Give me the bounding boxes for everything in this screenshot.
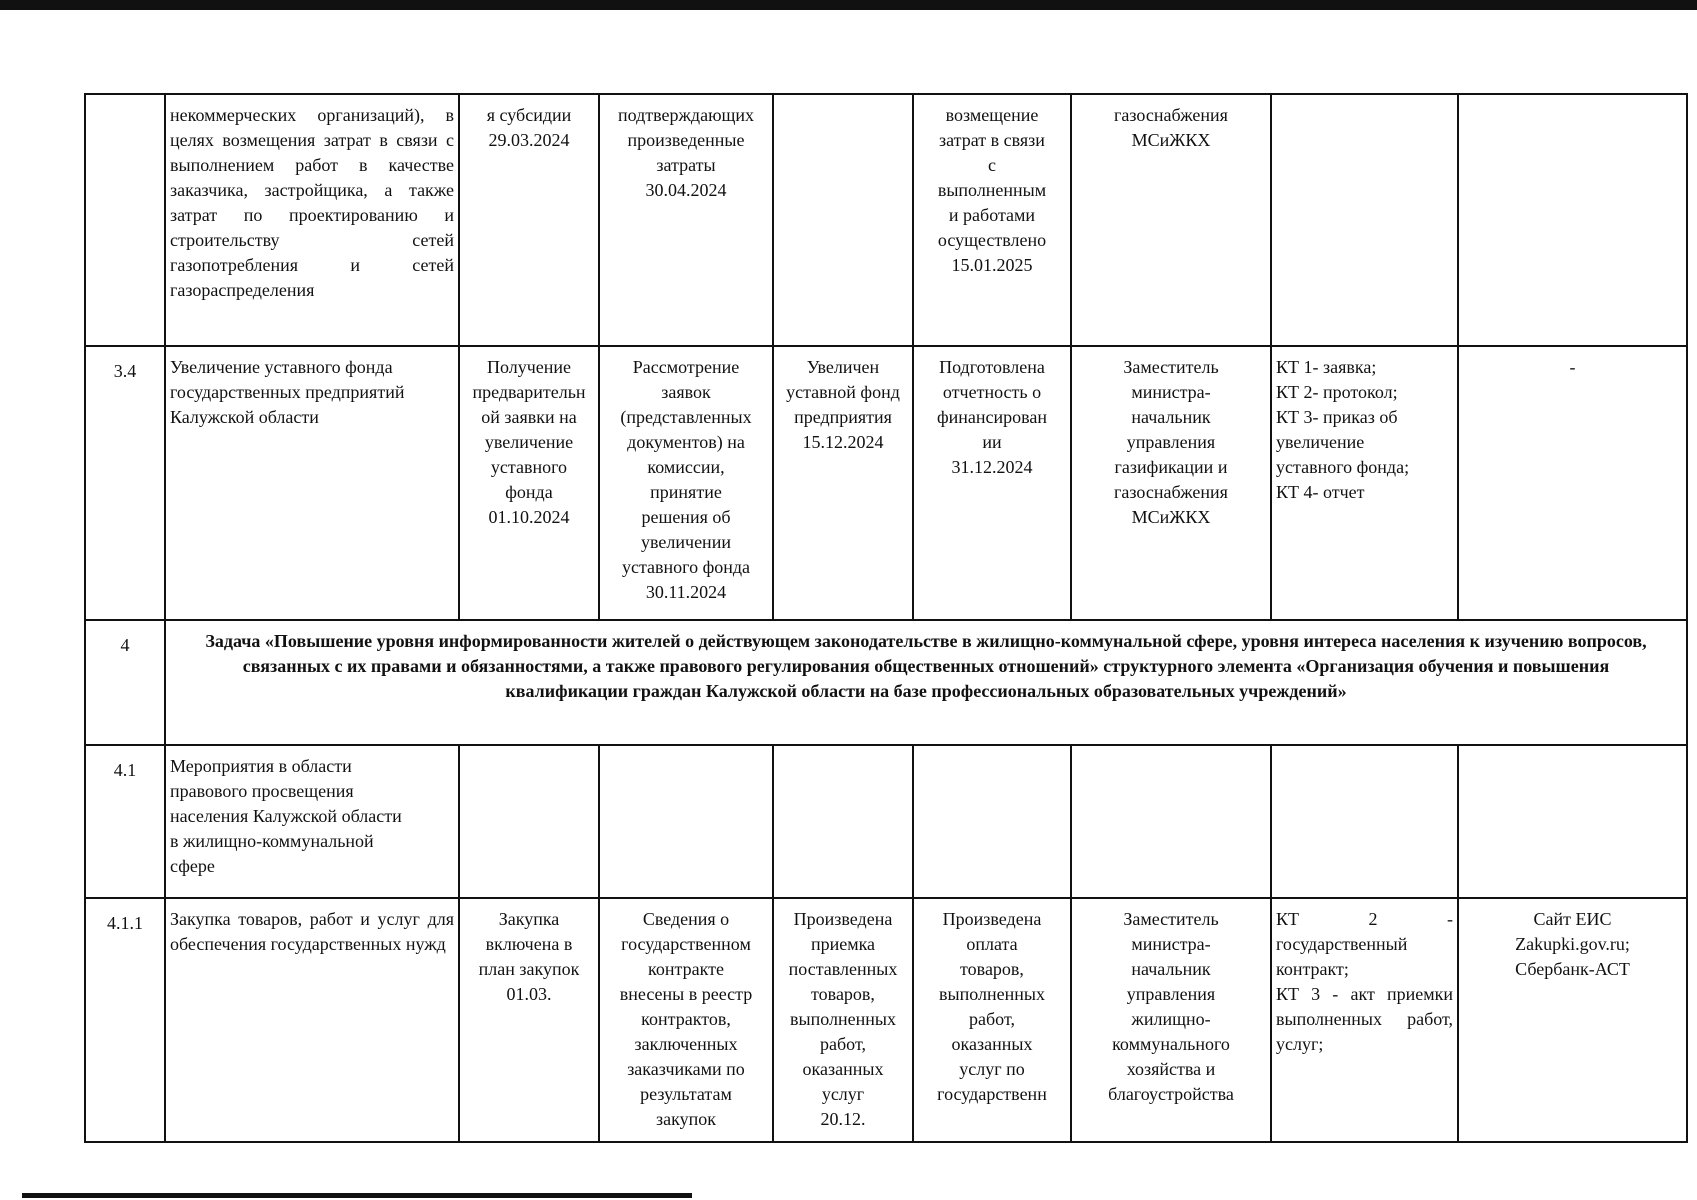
plan-table: [84, 93, 1688, 1143]
top-border-line: [0, 0, 1697, 10]
information-system: [1458, 94, 1687, 346]
control-point-3: Увеличен уставной фонд предприятия 15.12.2024: [773, 346, 913, 620]
control-point-1: Получение предварительн ой заявки на увеличение уставного фонда 01.10.2024: [459, 346, 599, 620]
row-number: 3.4: [85, 346, 165, 620]
bottom-border-line: [22, 1193, 692, 1198]
empty-cell: [913, 745, 1071, 898]
row-number: 4: [85, 620, 165, 745]
control-point-1: Закупка включена в план закупок 01.03.: [459, 898, 599, 1142]
control-point-4: возмещение затрат в связи с выполненным и работами осуществлено 15.01.2025: [913, 94, 1071, 346]
responsible-person: Заместитель министра- начальник управления газификации и газоснабжения МСиЖКХ: [1071, 346, 1271, 620]
control-point-4: Произведена оплата товаров, выполненных работ, оказанных услуг по государственн: [913, 898, 1071, 1142]
table-row: [85, 620, 1687, 745]
control-point-2: Сведения о государственном контракте внесены в реестр контрактов, заключенных заказчиками по результатам закупок: [599, 898, 773, 1142]
row-number: 4.1: [85, 745, 165, 898]
row-number: [85, 94, 165, 346]
confirming-documents: [1271, 94, 1458, 346]
table-row: [85, 346, 1687, 620]
empty-cell: [459, 745, 599, 898]
task-heading: Задача «Повышение уровня информированности жителей о действующем законодательстве в жилищно-коммунальной сфере, уровня интереса населения к изучению вопросов, связанных с их правами и обязанностями, а также правового регулирования общественных отношений» структурного элемента «Организация обучения и повышения квалификации граждан Калужской области на базе профессиональных образовательных учреждений»: [165, 620, 1687, 745]
information-system: Сайт ЕИС Zakupki.gov.ru; Сбербанк-АСТ: [1458, 898, 1687, 1142]
measure-name: Закупка товаров, работ и услуг для обеспечения государственных нужд: [165, 898, 459, 1142]
empty-cell: [773, 745, 913, 898]
empty-cell: [1071, 745, 1271, 898]
control-point-4: Подготовлена отчетность о финансирован ии 31.12.2024: [913, 346, 1071, 620]
measure-name: некоммерческих организаций), в целях возмещения затрат в связи с выполнением работ в качестве заказчика, застройщика, а также затрат по проектированию и строительству сетей газопотребления и сетей газораспределения: [165, 94, 459, 346]
control-point-2: подтверждающих произведенные затраты 30.04.2024: [599, 94, 773, 346]
table-row: [85, 745, 1687, 898]
table-row: [85, 94, 1687, 346]
information-system: -: [1458, 346, 1687, 620]
empty-cell: [599, 745, 773, 898]
responsible-person: газоснабжения МСиЖКХ: [1071, 94, 1271, 346]
measure-name: Мероприятия в области правового просвещения населения Калужской области в жилищно-коммунальной сфере: [165, 745, 459, 898]
confirming-documents: КТ 2 - государственный контракт; КТ 3 - акт приемки выполненных работ, услуг;: [1271, 898, 1458, 1142]
control-point-3: Произведена приемка поставленных товаров, выполненных работ, оказанных услуг 20.12.: [773, 898, 913, 1142]
control-point-3: [773, 94, 913, 346]
measure-name: Увеличение уставного фонда государственных предприятий Калужской области: [165, 346, 459, 620]
table-row: [85, 898, 1687, 1142]
confirming-documents: КТ 1- заявка; КТ 2- протокол; КТ 3- приказ об увеличение уставного фонда; КТ 4- отчет: [1271, 346, 1458, 620]
responsible-person: Заместитель министра- начальник управления жилищно- коммунального хозяйства и благоустройства: [1071, 898, 1271, 1142]
empty-cell: [1458, 745, 1687, 898]
row-number: 4.1.1: [85, 898, 165, 1142]
empty-cell: [1271, 745, 1458, 898]
control-point-2: Рассмотрение заявок (представленных документов) на комиссии, принятие решения об увеличении уставного фонда 30.11.2024: [599, 346, 773, 620]
control-point-1: я субсидии 29.03.2024: [459, 94, 599, 346]
